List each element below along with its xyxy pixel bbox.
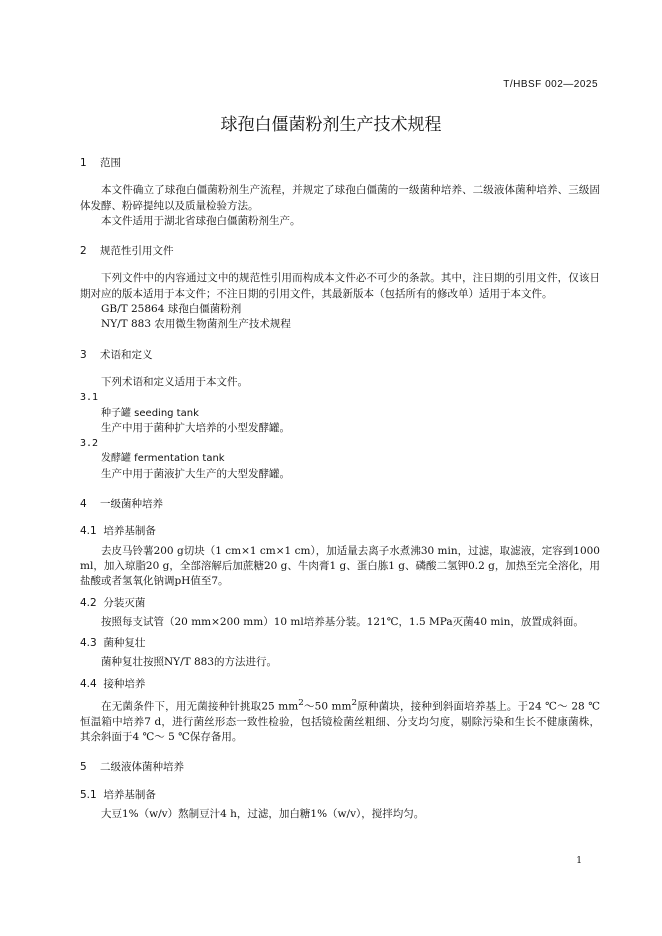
subsection-number: 4.4 (80, 677, 97, 690)
subsection-title: 培养基制备 (103, 525, 156, 538)
section-heading-1 (80, 156, 600, 171)
text-run: 原种菌块，接种到斜面培养基上。于24 ℃～ 28 ℃恒温箱中培养7 d，进行菌丝形态一致性检验，包括镜检菌丝粗细、分支均匀度，剔除污染和生长不健康菌株，其余斜面于4 ℃～ 5 ℃保存备用。 (80, 700, 600, 744)
paragraph: 去皮马铃薯200 g切块（1 cm×1 cm×1 cm），加适量去离子水煮沸30 min，过滤，取滤液，定容到1000 ml，加入琼脂20 g，全部溶解后加蔗糖20 g、牛肉膏1 g、蛋白胨1 g、磷酸二氢钾0.2 g，加热至完全溶化，用盐酸或者氢氧化钠调pH值至7。 (80, 544, 600, 588)
document-body (80, 156, 600, 822)
term-name: 种子罐 seeding tank (101, 407, 199, 419)
section-number: 4 (80, 498, 87, 511)
subsection-heading-5-1 (80, 788, 600, 803)
section-heading-5 (80, 760, 600, 775)
term-number: 3.2 (80, 438, 99, 450)
paragraph: 按照每支试管（20 mm×200 mm）10 ml培养基分装。121℃，1.5 MPa灭菌40 min，放置成斜面。 (101, 615, 584, 628)
paragraph: 菌种复壮按照NY/T 883的方法进行。 (101, 656, 278, 669)
term-definition: 生产中用于菌种扩大培养的小型发酵罐。 (101, 421, 290, 434)
document-id: T/HBSF 002—2025 (503, 79, 598, 90)
page-number: 1 (576, 856, 582, 866)
paragraph: 下列术语和定义适用于本文件。 (101, 375, 248, 388)
subsection-heading-4-4 (80, 677, 600, 692)
section-title: 规范性引用文件 (100, 245, 174, 258)
section-number: 5 (80, 761, 87, 774)
section-number: 1 (80, 157, 87, 169)
paragraph: 下列文件中的内容通过文中的规范性引用而构成本文件必不可少的条款。其中，注日期的引用文件，仅该日期对应的版本适用于本文件；不注日期的引用文件，其最新版本（包括所有的修改单）适用于本文件。 (80, 272, 600, 300)
subsection-title: 培养基制备 (103, 788, 156, 801)
subsection-title: 分装灭菌 (103, 596, 146, 609)
superscript: 2 (298, 698, 304, 709)
subsection-heading-4-2 (80, 596, 600, 611)
paragraph: 本文件适用于湖北省球孢白僵菌粉剂生产。 (101, 214, 301, 227)
paragraph: 大豆1%（w/v）熬制豆汁4 h，过滤，加白糖1%（w/v），搅拌均匀。 (101, 808, 425, 820)
text-run: ～50 mm (303, 700, 352, 713)
paragraph (80, 696, 600, 745)
paragraph: 本文件确立了球孢白僵菌粉剂生产流程，并规定了球孢白僵菌的一级菌种培养、二级液体菌种培养、三级固体发酵、粉碎提纯以及质量检验方法。 (80, 184, 600, 212)
subsection-number: 5.1 (80, 788, 97, 801)
section-title: 二级液体菌种培养 (100, 761, 184, 774)
term-definition: 生产中用于菌液扩大生产的大型发酵罐。 (101, 467, 290, 480)
subsection-heading-4-1 (80, 524, 600, 539)
subsection-number: 4.2 (80, 596, 97, 609)
term-name: 发酵罐 fermentation tank (101, 453, 225, 465)
superscript: 2 (351, 698, 358, 709)
term-number: 3.1 (80, 392, 99, 404)
document-title: 球孢白僵菌粉剂生产技术规程 (220, 115, 442, 135)
section-heading-2 (80, 244, 600, 259)
subsection-number: 4.1 (80, 525, 97, 538)
subsection-number: 4.3 (80, 637, 97, 650)
section-heading-4 (80, 497, 600, 512)
section-title: 一级菌种培养 (100, 498, 163, 511)
reference-item: GB/T 25864 球孢白僵菌粉剂 (101, 303, 242, 316)
reference-item: NY/T 883 农用微生物菌剂生产技术规程 (101, 318, 291, 331)
section-heading-3 (80, 348, 600, 363)
subsection-title: 菌种复壮 (103, 637, 146, 650)
section-title: 术语和定义 (100, 348, 153, 361)
subsection-title: 接种培养 (103, 677, 146, 690)
subsection-heading-4-3 (80, 636, 600, 651)
section-number: 3 (80, 348, 87, 361)
text-run: 在无菌条件下，用无菌接种针挑取25 mm (101, 700, 299, 713)
section-title: 范围 (100, 157, 121, 169)
section-number: 2 (80, 245, 87, 258)
